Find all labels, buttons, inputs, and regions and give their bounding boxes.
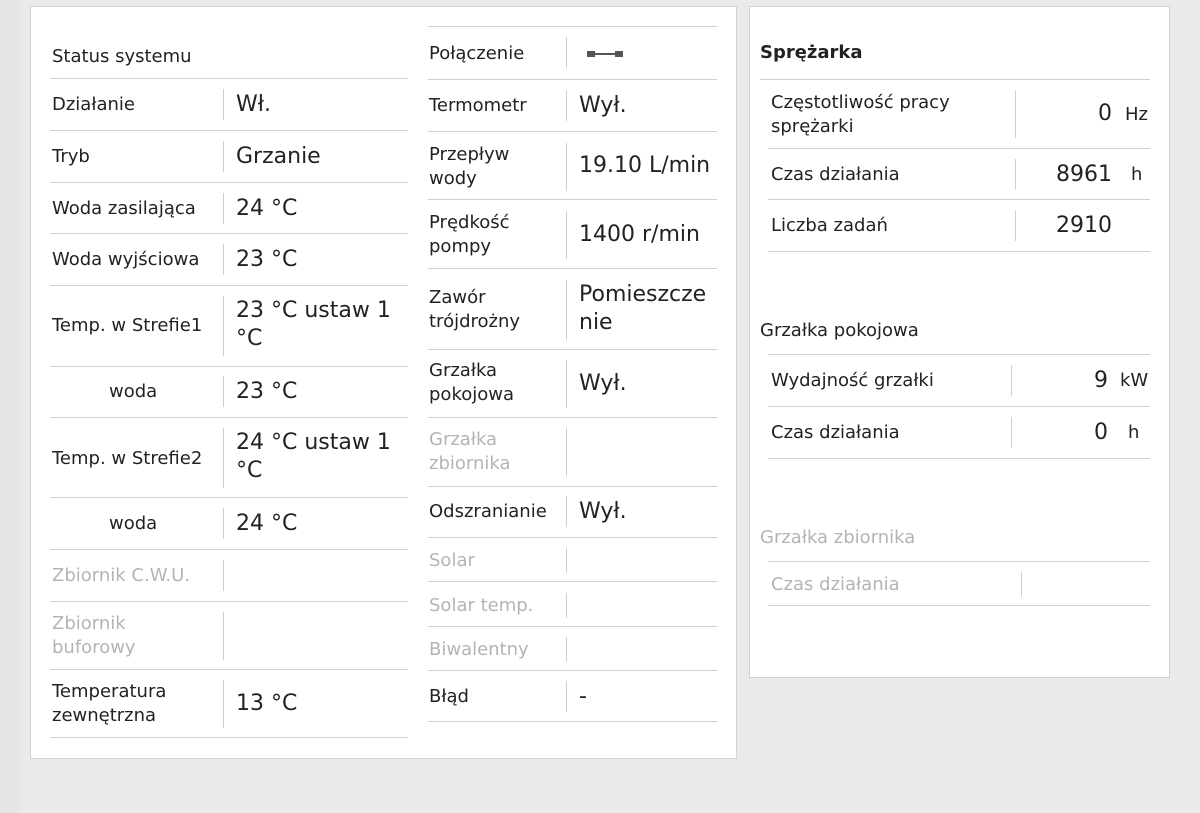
row-label-tank-heater: Grzałka zbiornika — [429, 429, 511, 474]
row-value-zone2-water: 24 °C — [236, 511, 298, 536]
compressor-runtime-label: Czas działania — [771, 164, 900, 185]
row-label-bivalent: Biwalentny — [429, 639, 529, 660]
row-label-operation: Działanie — [52, 94, 135, 115]
row-value-supply-water: 24 °C — [236, 196, 298, 221]
row-label-solar: Solar — [429, 550, 475, 571]
row-label-zone1-temp: Temp. w Strefie1 — [52, 315, 203, 336]
row-value-zone2-temp: 24 °C ustaw 1 °C — [236, 430, 391, 483]
system-status-title: Status systemu — [52, 46, 192, 67]
row-label-zone1-water: woda — [109, 381, 158, 402]
row-value-defrost: Wył. — [579, 499, 627, 524]
row-value-three-way-valve: Pomieszcze nie — [579, 282, 707, 335]
row-label-three-way-valve: Zawór trójdrożny — [429, 287, 521, 332]
row-label-defrost: Odszranianie — [429, 501, 547, 522]
row-label-outlet-water: Woda wyjściowa — [52, 249, 200, 270]
compressor-frequency-label: Częstotliwość pracy sprężarki — [771, 92, 950, 137]
row-value-zone1-water: 23 °C — [236, 379, 298, 404]
room-heater-title: Grzałka pokojowa — [760, 320, 919, 341]
row-value-outlet-water: 23 °C — [236, 247, 298, 272]
compressor-jobs-value: 2910 — [1056, 213, 1112, 238]
row-label-zone2-temp: Temp. w Strefie2 — [52, 448, 203, 469]
room-heater-runtime-unit: h — [1128, 422, 1140, 443]
room-heater-power-unit: kW — [1120, 370, 1149, 391]
row-value-operation: Wł. — [236, 92, 271, 117]
row-label-dhw-tank: Zbiornik C.W.U. — [52, 565, 191, 586]
row-label-connection: Połączenie — [429, 43, 525, 64]
row-value-mode: Grzanie — [236, 144, 321, 169]
row-label-water-flow: Przepływ wody — [429, 144, 510, 189]
tank-heater-runtime-label: Czas działania — [771, 574, 900, 595]
compressor-title: Sprężarka — [760, 42, 863, 63]
room-heater-power-label: Wydajność grzałki — [771, 370, 934, 391]
row-label-solar-temp: Solar temp. — [429, 595, 534, 616]
row-label-mode: Tryb — [52, 146, 90, 167]
row-value-outdoor-temp: 13 °C — [236, 691, 298, 716]
row-value-zone1-temp: 23 °C ustaw 1 °C — [236, 298, 391, 351]
compressor-runtime-value: 8961 — [1056, 162, 1112, 187]
row-label-thermometer: Termometr — [429, 95, 527, 116]
row-label-supply-water: Woda zasilająca — [52, 198, 196, 219]
row-value-thermometer: Wył. — [579, 93, 627, 118]
row-value-pump-speed: 1400 r/min — [579, 222, 700, 247]
compressor-frequency-value: 0 — [1098, 101, 1112, 126]
room-heater-runtime-value: 0 — [1094, 420, 1108, 445]
row-value-water-flow: 19.10 L/min — [579, 153, 711, 178]
row-label-error: Błąd — [429, 686, 469, 707]
row-label-pump-speed: Prędkość pompy — [429, 212, 510, 257]
row-label-outdoor-temp: Temperatura zewnętrzna — [52, 681, 167, 726]
compressor-runtime-unit: h — [1131, 164, 1143, 185]
compressor-frequency-unit: Hz — [1125, 104, 1148, 125]
row-label-room-heater: Grzałka pokojowa — [429, 360, 514, 405]
connection-icon — [586, 48, 624, 60]
compressor-jobs-label: Liczba zadań — [771, 215, 888, 236]
row-label-buffer-tank: Zbiornik buforowy — [52, 613, 136, 658]
room-heater-power-value: 9 — [1094, 368, 1108, 393]
row-label-zone2-water: woda — [109, 513, 158, 534]
room-heater-runtime-label: Czas działania — [771, 422, 900, 443]
row-value-error: - — [579, 684, 587, 709]
row-value-room-heater: Wył. — [579, 371, 627, 396]
tank-heater-title: Grzałka zbiornika — [760, 527, 916, 548]
